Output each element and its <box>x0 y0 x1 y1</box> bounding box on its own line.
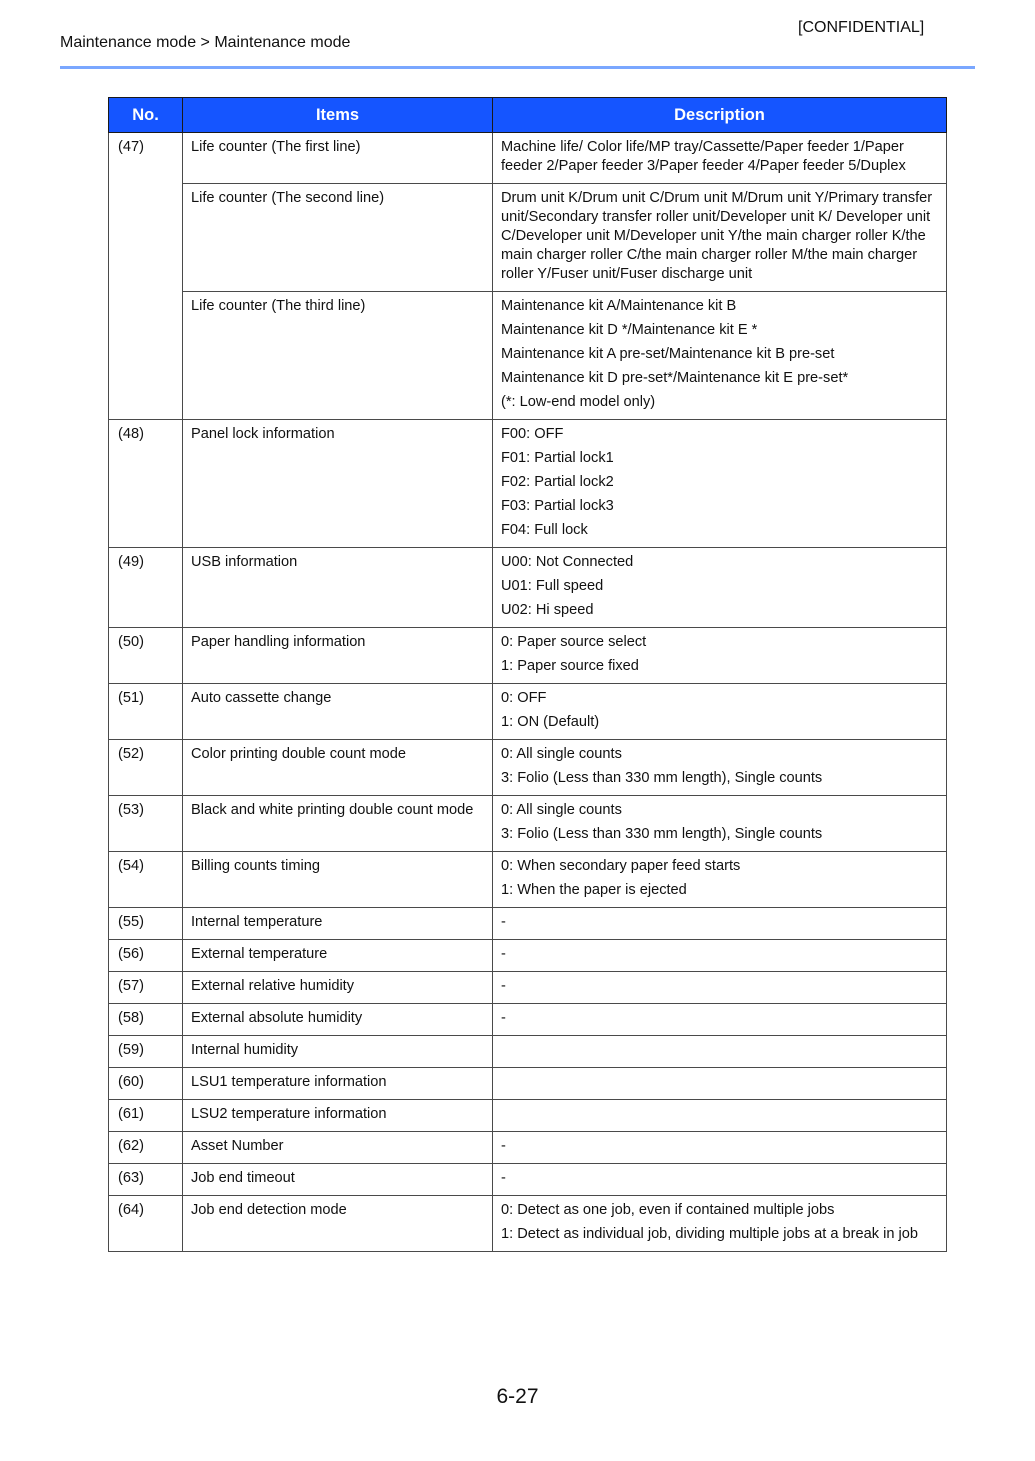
row-item: Life counter (The first line) <box>183 133 493 184</box>
description-line <box>501 1073 938 1092</box>
row-description <box>493 1164 947 1196</box>
description-line: - <box>501 1010 506 1026</box>
table-header-row <box>109 98 947 133</box>
table-row <box>109 796 947 852</box>
row-number: (49) <box>109 548 183 628</box>
row-item: Job end detection mode <box>183 1196 493 1252</box>
description-line: Maintenance kit D */Maintenance kit E * <box>501 322 758 338</box>
description-line: 0: Paper source select <box>501 634 647 650</box>
table-row <box>109 628 947 684</box>
table-body <box>109 133 947 1252</box>
row-number: (56) <box>109 940 183 972</box>
row-description <box>493 292 947 420</box>
row-description <box>493 420 947 548</box>
row-number: (54) <box>109 852 183 908</box>
row-item: Internal temperature <box>183 908 493 940</box>
row-number: (50) <box>109 628 183 684</box>
description-line <box>501 1041 938 1060</box>
table-row <box>109 940 947 972</box>
row-item: Life counter (The third line) <box>183 292 493 420</box>
row-item: Panel lock information <box>183 420 493 548</box>
row-description <box>493 1036 947 1068</box>
row-item: Black and white printing double count mode <box>183 796 493 852</box>
description-line: - <box>501 946 506 962</box>
row-item: Job end timeout <box>183 1164 493 1196</box>
table-row <box>109 548 947 628</box>
row-number: (52) <box>109 740 183 796</box>
row-item: Billing counts timing <box>183 852 493 908</box>
row-item: External absolute humidity <box>183 1004 493 1036</box>
row-description <box>493 908 947 940</box>
row-item: Color printing double count mode <box>183 740 493 796</box>
description-line: U02: Hi speed <box>501 602 594 618</box>
row-number: (61) <box>109 1100 183 1132</box>
row-description <box>493 940 947 972</box>
row-item: LSU1 temperature information <box>183 1068 493 1100</box>
row-number: (48) <box>109 420 183 548</box>
row-item: Internal humidity <box>183 1036 493 1068</box>
description-line: 3: Folio (Less than 330 mm length), Single counts <box>501 826 823 842</box>
description-line: 1: When the paper is ejected <box>501 882 687 898</box>
row-item: External temperature <box>183 940 493 972</box>
row-item: USB information <box>183 548 493 628</box>
description-line: 0: All single counts <box>501 746 622 762</box>
description-line: 3: Folio (Less than 330 mm length), Single counts <box>501 770 823 786</box>
description-line: 0: All single counts <box>501 802 622 818</box>
column-header-items: Items <box>183 98 493 133</box>
row-description <box>493 548 947 628</box>
row-number: (55) <box>109 908 183 940</box>
table-row <box>109 908 947 940</box>
row-item: Life counter (The second line) <box>183 184 493 292</box>
table-row <box>109 1196 947 1252</box>
row-description <box>493 684 947 740</box>
table-row <box>109 1036 947 1068</box>
row-item: Auto cassette change <box>183 684 493 740</box>
row-description <box>493 796 947 852</box>
description-line: Maintenance kit A/Maintenance kit B <box>501 298 737 314</box>
row-item: LSU2 temperature information <box>183 1100 493 1132</box>
table-row <box>109 420 947 548</box>
description-line: F01: Partial lock1 <box>501 450 614 466</box>
maintenance-items-table <box>108 97 947 1252</box>
row-number: (62) <box>109 1132 183 1164</box>
description-line: 0: Detect as one job, even if contained multiple jobs <box>501 1202 835 1218</box>
row-description <box>493 740 947 796</box>
description-line: - <box>501 978 506 994</box>
row-item: Paper handling information <box>183 628 493 684</box>
breadcrumb: Maintenance mode > Maintenance mode <box>60 34 351 51</box>
row-number: (59) <box>109 1036 183 1068</box>
table-row <box>109 1004 947 1036</box>
row-number: (60) <box>109 1068 183 1100</box>
header-divider <box>60 66 975 69</box>
row-item: External relative humidity <box>183 972 493 1004</box>
row-item: Asset Number <box>183 1132 493 1164</box>
column-header-no: No. <box>109 98 183 133</box>
description-line: 1: ON (Default) <box>501 714 600 730</box>
row-number: (53) <box>109 796 183 852</box>
description-line: - <box>501 914 506 930</box>
page-number: 6-27 <box>496 1385 539 1408</box>
row-description <box>493 852 947 908</box>
description-line: Maintenance kit D pre-set*/Maintenance kit E pre-set* <box>501 370 849 386</box>
table-row <box>109 852 947 908</box>
row-description <box>493 1132 947 1164</box>
description-line: 0: OFF <box>501 690 547 706</box>
description-line: Maintenance kit A pre-set/Maintenance kit B pre-set <box>501 346 835 362</box>
description-line: 1: Paper source fixed <box>501 658 639 674</box>
table-row <box>109 1164 947 1196</box>
description-line: U00: Not Connected <box>501 554 634 570</box>
confidential-label: [CONFIDENTIAL] <box>798 19 925 36</box>
column-header-description: Description <box>493 98 947 133</box>
row-number: (63) <box>109 1164 183 1196</box>
description-line <box>501 1105 938 1124</box>
description-line: F04: Full lock <box>501 522 588 538</box>
table-row <box>109 184 947 292</box>
description-line: F03: Partial lock3 <box>501 498 614 514</box>
description-line: - <box>501 1170 506 1186</box>
row-number: (47) <box>109 133 183 420</box>
table-row <box>109 1068 947 1100</box>
table-row <box>109 740 947 796</box>
row-description <box>493 1004 947 1036</box>
row-number: (58) <box>109 1004 183 1036</box>
description-line: F00: OFF <box>501 426 564 442</box>
row-description <box>493 1100 947 1132</box>
table-row <box>109 292 947 420</box>
row-number: (64) <box>109 1196 183 1252</box>
row-description <box>493 1068 947 1100</box>
description-line: - <box>501 1138 506 1154</box>
table-row <box>109 1100 947 1132</box>
description-line: F02: Partial lock2 <box>501 474 614 490</box>
description-line: U01: Full speed <box>501 578 604 594</box>
row-number: (51) <box>109 684 183 740</box>
row-description <box>493 133 947 184</box>
table-row <box>109 133 947 184</box>
description-line: Machine life/ Color life/MP tray/Cassette/Paper feeder 1/Paper feeder 2/Paper feeder 3/Paper feeder 4/Paper feeder 5/Duplex <box>501 139 906 174</box>
description-line: Drum unit K/Drum unit C/Drum unit M/Drum unit Y/Primary transfer unit/Secondary transfer roller unit/Developer unit K/ Developer unit C/Developer unit M/Developer unit Y/the main charger roller K/the main charger roller C/the main charger roller M/the main charger roller Y/Fuser unit/Fuser discharge unit <box>501 190 933 282</box>
table-row <box>109 684 947 740</box>
row-description <box>493 184 947 292</box>
row-description <box>493 972 947 1004</box>
table-row <box>109 1132 947 1164</box>
description-line: 1: Detect as individual job, dividing multiple jobs at a break in job <box>501 1226 918 1242</box>
description-line: 0: When secondary paper feed starts <box>501 858 741 874</box>
table-row <box>109 972 947 1004</box>
row-number: (57) <box>109 972 183 1004</box>
row-description <box>493 628 947 684</box>
description-line: (*: Low-end model only) <box>501 394 656 410</box>
row-description <box>493 1196 947 1252</box>
